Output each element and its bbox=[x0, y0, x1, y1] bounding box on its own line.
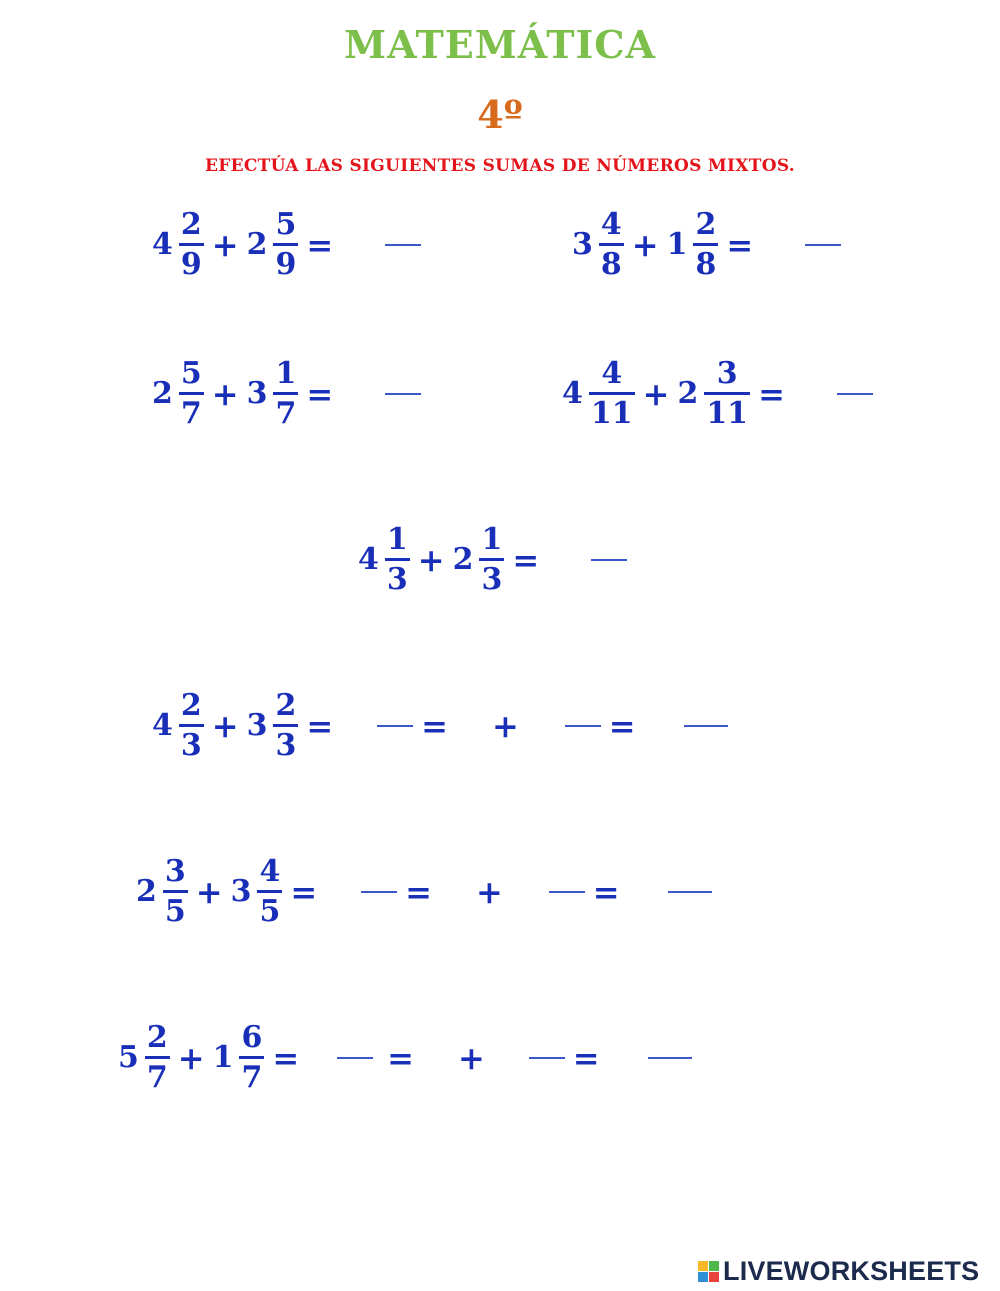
grade-label: 4º bbox=[477, 92, 523, 137]
answer-blank[interactable] bbox=[385, 393, 421, 395]
problem-2 bbox=[572, 195, 851, 295]
denominator: 9 bbox=[275, 247, 297, 282]
fraction bbox=[179, 356, 204, 431]
numerator: 4 bbox=[601, 356, 623, 391]
fraction bbox=[273, 356, 298, 431]
answer-blank[interactable] bbox=[684, 725, 728, 727]
plus-sign: + bbox=[177, 1039, 205, 1077]
fraction-blank[interactable] bbox=[549, 891, 585, 893]
plus-sign: + bbox=[211, 375, 239, 413]
problem-5 bbox=[358, 510, 637, 610]
fraction bbox=[385, 522, 410, 597]
problem-8 bbox=[118, 1008, 702, 1108]
equals-sign: = bbox=[272, 1039, 300, 1077]
logo-square-blue bbox=[698, 1272, 708, 1282]
plus-sign: + bbox=[417, 541, 445, 579]
problem-4 bbox=[562, 344, 883, 444]
denominator: 8 bbox=[695, 247, 717, 282]
problem-1 bbox=[152, 195, 431, 295]
fraction bbox=[704, 356, 750, 431]
answer-blank[interactable] bbox=[668, 891, 712, 893]
equals-sign: = bbox=[421, 707, 448, 745]
whole-number: 4 bbox=[358, 542, 379, 577]
numerator: 5 bbox=[275, 207, 297, 242]
fraction bbox=[239, 1020, 264, 1095]
numerator: 2 bbox=[180, 207, 202, 242]
equals-sign: = bbox=[726, 226, 754, 264]
numerator: 3 bbox=[164, 854, 186, 889]
numerator: 4 bbox=[259, 854, 281, 889]
improper-fraction-blank[interactable] bbox=[377, 725, 413, 727]
numerator: 3 bbox=[716, 356, 738, 391]
improper-fraction-blank[interactable] bbox=[337, 1057, 373, 1059]
whole-number: 3 bbox=[572, 227, 593, 262]
logo-square-green bbox=[709, 1261, 719, 1271]
denominator: 11 bbox=[706, 396, 749, 431]
denominator: 7 bbox=[275, 396, 297, 431]
denominator: 5 bbox=[164, 894, 186, 929]
equals-sign: = bbox=[512, 541, 540, 579]
equals-sign: = bbox=[306, 226, 334, 264]
whole-number: 3 bbox=[230, 874, 252, 909]
plus-sign: + bbox=[211, 707, 239, 745]
denominator: 7 bbox=[146, 1060, 168, 1095]
denominator: 3 bbox=[386, 562, 408, 597]
denominator: 3 bbox=[180, 728, 202, 763]
denominator: 8 bbox=[600, 247, 622, 282]
plus-sign: + bbox=[491, 707, 519, 745]
fraction-blank[interactable] bbox=[565, 725, 601, 727]
answer-blank[interactable] bbox=[648, 1057, 692, 1059]
problem-6 bbox=[152, 676, 738, 776]
improper-fraction-blank[interactable] bbox=[361, 891, 397, 893]
equals-sign: = bbox=[290, 873, 318, 911]
fraction bbox=[599, 207, 624, 282]
whole-number: 2 bbox=[452, 542, 474, 577]
answer-blank[interactable] bbox=[385, 244, 421, 246]
answer-blank[interactable] bbox=[837, 393, 873, 395]
plus-sign: + bbox=[211, 226, 239, 264]
fraction bbox=[145, 1020, 170, 1095]
fraction bbox=[273, 688, 298, 763]
numerator: 1 bbox=[386, 522, 408, 557]
numerator: 2 bbox=[180, 688, 202, 723]
fraction bbox=[163, 854, 188, 929]
whole-number: 2 bbox=[677, 376, 699, 411]
problem-7 bbox=[136, 842, 722, 942]
numerator: 2 bbox=[146, 1020, 168, 1055]
numerator: 1 bbox=[275, 356, 297, 391]
whole-number: 1 bbox=[212, 1040, 234, 1075]
fraction bbox=[179, 207, 204, 282]
equals-sign: = bbox=[758, 375, 785, 413]
numerator: 5 bbox=[180, 356, 202, 391]
liveworksheets-logo-icon bbox=[698, 1261, 719, 1282]
denominator: 3 bbox=[481, 562, 503, 597]
whole-number: 2 bbox=[136, 874, 157, 909]
equals-sign: = bbox=[405, 873, 432, 911]
plus-sign: + bbox=[475, 873, 503, 911]
numerator: 6 bbox=[241, 1020, 263, 1055]
equals-sign: = bbox=[306, 707, 334, 745]
whole-number: 3 bbox=[246, 376, 268, 411]
whole-number: 2 bbox=[152, 376, 173, 411]
answer-blank[interactable] bbox=[805, 244, 841, 246]
logo-square-yellow bbox=[698, 1261, 708, 1271]
denominator: 7 bbox=[241, 1060, 263, 1095]
whole-number: 4 bbox=[152, 708, 173, 743]
equals-sign: = bbox=[387, 1039, 414, 1077]
fraction bbox=[273, 207, 298, 282]
numerator: 2 bbox=[275, 688, 297, 723]
fraction bbox=[257, 854, 282, 929]
equals-sign: = bbox=[572, 1039, 600, 1077]
denominator: 5 bbox=[259, 894, 281, 929]
logo-square-red bbox=[709, 1272, 719, 1282]
instruction-text: EFECTÚA LAS SIGUIENTES SUMAS DE NÚMEROS MIXTOS. bbox=[204, 156, 796, 176]
logo-text: LIVEWORKSHEETS bbox=[723, 1256, 980, 1286]
denominator: 11 bbox=[590, 396, 633, 431]
whole-number: 1 bbox=[666, 227, 688, 262]
equals-sign: = bbox=[592, 873, 620, 911]
plus-sign: + bbox=[631, 226, 659, 264]
fraction-blank[interactable] bbox=[529, 1057, 565, 1059]
fraction bbox=[589, 356, 635, 431]
fraction bbox=[179, 688, 204, 763]
liveworksheets-logo bbox=[698, 1256, 979, 1287]
equals-sign: = bbox=[306, 375, 334, 413]
whole-number: 5 bbox=[118, 1040, 139, 1075]
plus-sign: + bbox=[642, 375, 670, 413]
answer-blank[interactable] bbox=[591, 559, 627, 561]
numerator: 2 bbox=[695, 207, 717, 242]
numerator: 4 bbox=[600, 207, 622, 242]
whole-number: 4 bbox=[152, 227, 173, 262]
page-title: MATEMÁTICA bbox=[344, 22, 656, 67]
plus-sign: + bbox=[195, 873, 223, 911]
problem-3 bbox=[152, 344, 431, 444]
plus-sign: + bbox=[457, 1039, 485, 1077]
denominator: 7 bbox=[180, 396, 202, 431]
whole-number: 3 bbox=[246, 708, 268, 743]
denominator: 3 bbox=[275, 728, 297, 763]
fraction bbox=[693, 207, 718, 282]
fraction bbox=[479, 522, 504, 597]
equals-sign: = bbox=[608, 707, 636, 745]
denominator: 9 bbox=[180, 247, 202, 282]
whole-number: 2 bbox=[246, 227, 268, 262]
numerator: 1 bbox=[481, 522, 503, 557]
whole-number: 4 bbox=[562, 376, 583, 411]
